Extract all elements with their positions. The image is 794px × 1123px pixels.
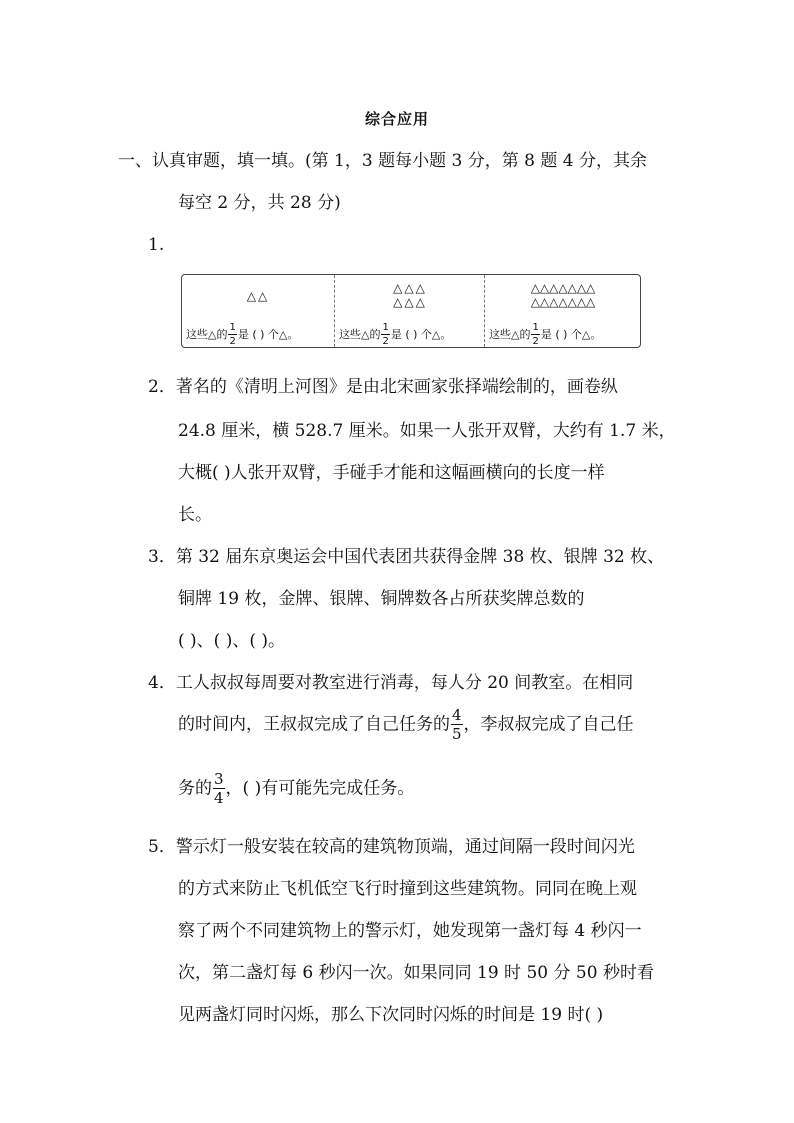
triangle-row: △△△	[393, 295, 427, 309]
fraction-numerator: 1	[382, 322, 389, 333]
fraction	[531, 323, 539, 347]
question-3-line: 3．第 32 届东京奥运会中国代表团共获得金牌 38 枚、银牌 32 枚、	[148, 547, 665, 567]
question-2-line: 24.8 厘米，横 528.7 厘米。如果一人张开双臂，大约有 1.7 米，	[178, 421, 676, 441]
fraction-denominator: 2	[532, 336, 539, 347]
cell-question	[489, 323, 641, 347]
fraction	[451, 708, 463, 742]
fraction-denominator: 4	[214, 789, 224, 807]
question-2-line: 长。	[178, 505, 212, 525]
question-5-line: 见两盏灯同时闪烁，那么下次同时闪烁的时间是 19 时( )	[178, 1005, 604, 1025]
cell-question-post: 是 ( ) 个△。	[237, 328, 299, 341]
fraction-denominator: 2	[382, 336, 389, 347]
fraction-denominator: 5	[452, 725, 462, 743]
question-4-text: 务的	[178, 778, 212, 799]
section-heading: 一、认真审题，填一填。(第 1，3 题每小题 3 分，第 8 题 4 分，其余	[118, 151, 647, 171]
fraction-numerator: 3	[214, 770, 224, 788]
cell-question	[339, 323, 485, 347]
fraction-numerator: 1	[532, 322, 539, 333]
triangle-row: △△△	[393, 281, 427, 295]
fraction	[213, 772, 225, 806]
fraction	[228, 323, 236, 347]
question-5-line: 的方式来防止飞机低空飞行时撞到这些建筑物。同同在晚上观	[178, 879, 637, 899]
question-3-blanks: ( )、( )、( )。	[178, 631, 286, 651]
question-5-line: 察了两个不同建筑物上的警示灯，她发现第一盏灯每 4 秒闪一	[178, 921, 642, 941]
triangle-row: △△△△△△△	[530, 281, 596, 295]
cell-question-pre: 这些△的	[339, 328, 381, 341]
triangle-row: △△	[246, 289, 270, 303]
section-heading-cont: 每空 2 分，共 28 分)	[178, 193, 341, 213]
triangle-cell-2	[334, 275, 485, 347]
question-5-line: 5．警示灯一般安装在较高的建筑物顶端，通过间隔一段时间闪光	[148, 837, 635, 857]
question-4-line	[178, 772, 414, 806]
question-4-line: 4．工人叔叔每周要对教室进行消毒，每人分 20 间教室。在相同	[148, 673, 634, 693]
question-2-line: 大概( )人张开双臂，手碰手才能和这幅画横向的长度一样	[178, 463, 605, 483]
question-4-line	[178, 708, 634, 742]
fraction	[381, 323, 389, 347]
triangle-row: △△△△△△△	[530, 295, 596, 309]
fraction-numerator: 4	[452, 706, 462, 724]
triangle-cell-1	[182, 275, 334, 347]
cell-question-post: 是 ( ) 个△。	[540, 328, 602, 341]
cell-question-pre: 这些△的	[186, 328, 228, 341]
question-4-text: 的时间内，王叔叔完成了自己任务的	[178, 714, 450, 735]
cell-question	[186, 323, 334, 347]
question-5-line: 次，第二盏灯每 6 秒闪一次。如果同同 19 时 50 分 50 秒时看	[178, 963, 654, 983]
cell-question-post: 是 ( ) 个△。	[390, 328, 452, 341]
question-4-text: ，李叔叔完成了自己任	[463, 714, 634, 735]
fraction-numerator: 1	[229, 322, 236, 333]
question-1-number: 1.	[148, 235, 165, 255]
fraction-denominator: 2	[229, 336, 236, 347]
triangle-cell-3	[484, 275, 641, 347]
page-title: 综合应用	[364, 110, 429, 128]
triangle-table	[181, 274, 641, 348]
question-4-text: ，( )有可能先完成任务。	[225, 778, 415, 799]
cell-question-pre: 这些△的	[489, 328, 531, 341]
question-2-line: 2．著名的《清明上河图》是由北宋画家张择端绘制的，画卷纵	[148, 377, 618, 397]
question-3-line: 铜牌 19 枚，金牌、银牌、铜牌数各占所获奖牌总数的	[178, 589, 585, 609]
